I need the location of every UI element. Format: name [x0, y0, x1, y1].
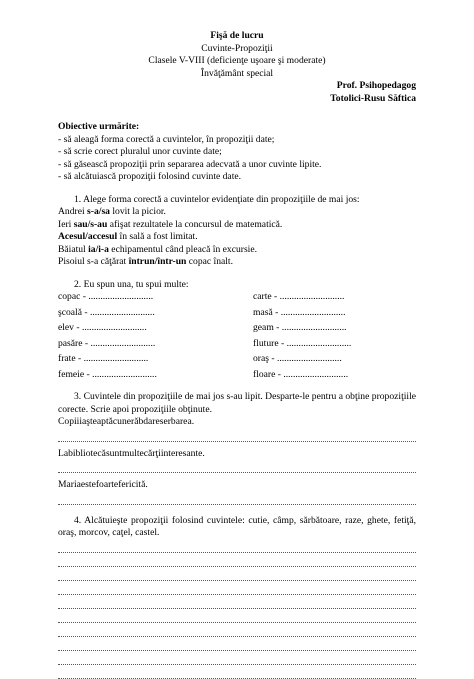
- answer-line[interactable]: [58, 624, 416, 637]
- worksheet-classes: Clasele V-VIII (deficienţe uşoare şi moderate): [148, 55, 326, 66]
- exercise-1-sentence: Andrei s-a/sa lovit la picior.: [58, 206, 166, 217]
- answer-line[interactable]: [58, 652, 416, 665]
- exercise-1-sentence: Pisoiul s-a căţărat întrun/într-un copac înalt.: [58, 256, 233, 267]
- jumbled-sentence: Copiiiaşteaptăcunerăbdareserbarea.: [58, 416, 195, 427]
- exercise-4-heading: 4. Alcătuieşte propoziţii folosind cuvintele: cutie, câmp, sărbătoare, raze, ghete, fetiţă, oraş, morcov, caţel, castel.: [58, 514, 416, 538]
- plural-item[interactable]: fluture - ...........................: [253, 337, 352, 349]
- answer-line[interactable]: [58, 554, 416, 567]
- exercise-1-sentence: Băiatul ia/i-a echipamentul când pleacă în excursie.: [58, 243, 258, 255]
- answer-line[interactable]: [58, 638, 416, 651]
- objective-item: - să alcătuiască propoziţii folosind cuvinte date.: [58, 171, 242, 182]
- worksheet-education: Învăţământ special: [200, 67, 274, 79]
- exercise-1-heading: 1. Alege forma corectă a cuvintelor evidenţiate din propoziţiile de mai jos:: [74, 193, 360, 205]
- objective-item: - să scrie corect pluralul unor cuvinte date;: [58, 146, 222, 157]
- jumbled-sentence: Labibliotecăsuntmultecărţiinteresante.: [58, 447, 205, 459]
- answer-line[interactable]: [58, 460, 416, 473]
- jumbled-sentence: Mariaestefoartefericită.: [58, 479, 148, 490]
- plural-item[interactable]: pasăre - ...........................: [58, 337, 156, 349]
- objective-item: - să aleagă forma corectă a cuvintelor, în propoziţii date;: [58, 133, 275, 145]
- answer-line[interactable]: [58, 666, 416, 679]
- objectives-title: Obiective urmărite:: [58, 121, 140, 132]
- author-role: Prof. Psihopedagog: [336, 80, 416, 91]
- worksheet-subtitle: Cuvinte-Propoziţii: [201, 42, 273, 54]
- plural-item[interactable]: masă - ...........................: [253, 306, 346, 318]
- answer-line[interactable]: [58, 429, 416, 442]
- answer-line[interactable]: [58, 492, 416, 505]
- exercise-3-heading: 3. Cuvintele din propoziţiile de mai jos s-au lipit. Desparte-le pentru a obţine propoziţiile corecte. Scrie apoi propoziţiile obţinute.: [58, 391, 416, 415]
- exercise-2-heading: 2. Eu spun una, tu spui multe:: [74, 278, 189, 290]
- answer-line[interactable]: [58, 610, 416, 623]
- plural-item[interactable]: elev - ...........................: [58, 322, 147, 333]
- answer-line[interactable]: [58, 596, 416, 609]
- answer-line[interactable]: [58, 568, 416, 581]
- plural-item[interactable]: şcoală - ...........................: [58, 306, 155, 318]
- plural-item[interactable]: frate - ...........................: [58, 353, 149, 364]
- plural-table: [58, 291, 416, 381]
- plural-item[interactable]: carte - ...........................: [253, 291, 345, 302]
- plural-item[interactable]: femeie - ...........................: [58, 368, 157, 380]
- plural-item[interactable]: oraş - ...........................: [253, 353, 342, 364]
- author-name: Totolici-Rusu Săftica: [330, 92, 416, 104]
- plural-item[interactable]: copac - ...........................: [58, 291, 154, 302]
- plural-item[interactable]: floare - ...........................: [253, 368, 349, 380]
- exercise-1-sentence: Ieri sau/s-au afişat rezultatele la concursul de matematică.: [58, 218, 283, 230]
- objective-item: - să găsească propoziţii prin separarea adecvată a unor cuvinte lipite.: [58, 158, 322, 170]
- answer-line[interactable]: [58, 540, 416, 553]
- worksheet-title: Fişă de lucru: [210, 30, 264, 41]
- plural-item[interactable]: geam - ...........................: [253, 322, 347, 333]
- answer-line[interactable]: [58, 582, 416, 595]
- exercise-1-sentence: Acesul/accesul în sală a fost limitat.: [58, 231, 198, 242]
